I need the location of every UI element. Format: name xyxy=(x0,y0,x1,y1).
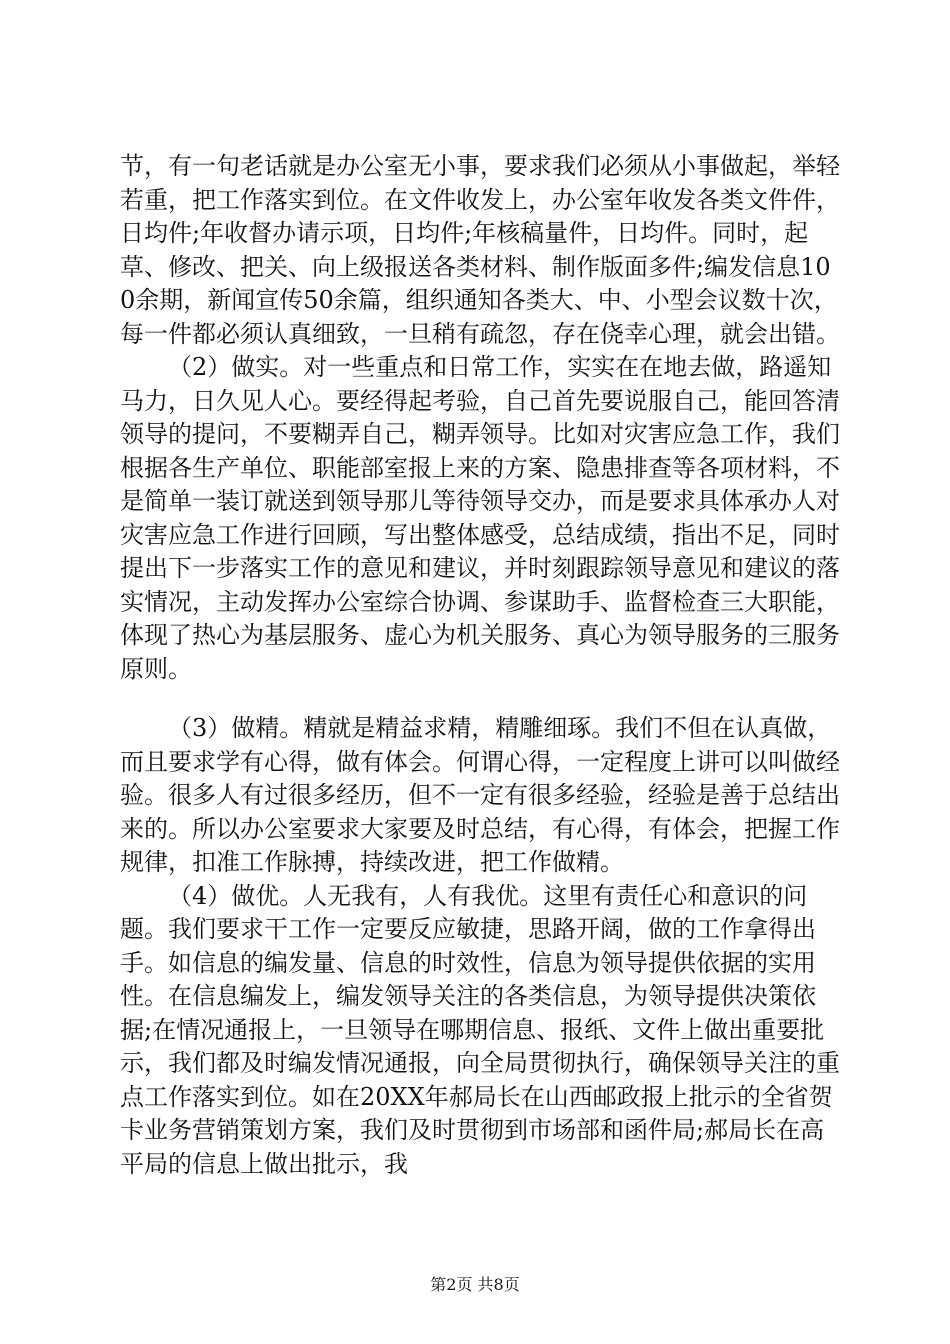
page-number-footer: 第2页 共8页 xyxy=(430,1275,520,1294)
paragraph-1: 节，有一句老话就是办公室无小事，要求我们必须从小事做起，举轻若重，把工作落实到位。在文件收发上，办公室年收发各类文件件，日均件;年收督办请示项，日均件;年核稿量件，日均件。同时，起草、修改、把关、向上级报送各类材料、制作版面多件;编发信息100余期，新闻宣传50余篇，组织通知各类大、中、小型会议数十次，每一件都必须认真细致，一旦稍有疏忽，存在侥幸心理，就会出错。 xyxy=(120,152,840,348)
document-body xyxy=(120,150,840,1181)
paragraph-4: （4）做优。人无我有，人有我优。这里有责任心和意识的问题。我们要求干工作一定要反应敏捷，思路开阔，做的工作拿得出手。如信息的编发量、信息的时效性，信息为领导提供依据的实用性。在信息编发上，编发领导关注的各类信息，为领导提供决策依据;在情况通报上，一旦领导在哪期信息、报纸、文件上做出重要批示，我们都及时编发情况通报，向全局贯彻执行，确保领导关注的重点工作落实到位。如在20XX年郝局长在山西邮政报上批示的全省贺卡业务营销策划方案，我们及时贯彻到市场部和函件局;郝局长在高平局的信息上做出批示，我 xyxy=(120,881,840,1178)
paragraph-3: （3）做精。精就是精益求精，精雕细琢。我们不但在认真做，而且要求学有心得，做有体会。何谓心得，一定程度上讲可以叫做经验。很多人有过很多经历，但不一定有很多经验，经验是善于总结出来的。所以办公室要求大家要及时总结，有心得，有体会，把握工作规律，扣准工作脉搏，持续改进，把工作做精。 xyxy=(120,714,840,876)
paragraph-2: （2）做实。对一些重点和日常工作，实实在在地去做，路遥知马力，日久见人心。要经得起考验，自己首先要说服自己，能回答清领导的提问，不要糊弄自己，糊弄领导。比如对灾害应急工作，我们根据各生产单位、职能部室报上来的方案、隐患排查等各项材料，不是简单一装订就送到领导那儿等待领导交办，而是要求具体承办人对灾害应急工作进行回顾，写出整体感受，总结成绩，指出不足，同时提出下一步落实工作的意见和建议，并时刻跟踪领导意见和建议的落实情况，主动发挥办公室综合协调、参谋助手、监督检查三大职能，体现了热心为基层服务、虚心为机关服务、真心为领导服务的三服务原则。 xyxy=(120,353,840,683)
